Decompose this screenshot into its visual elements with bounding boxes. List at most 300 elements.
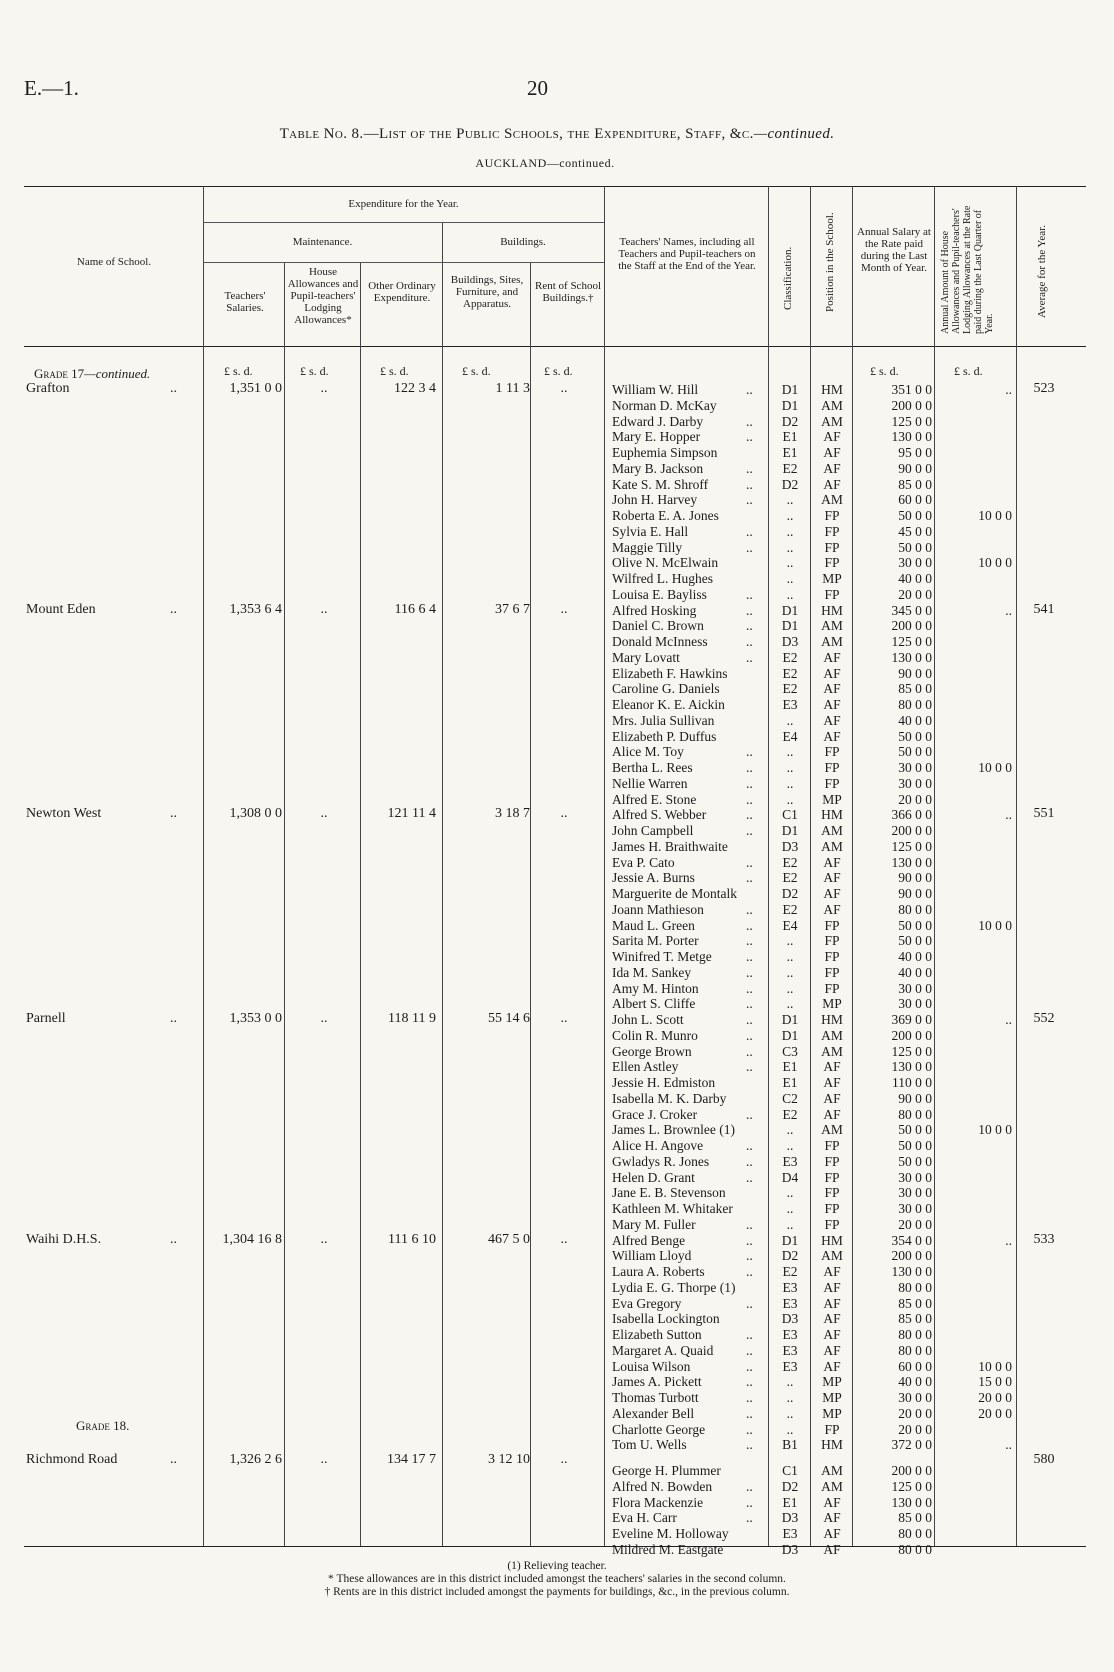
teacher-classification: .. [786,760,794,775]
school-house-allowances: .. [320,381,328,396]
unit-label: £ s. d. [380,364,409,378]
teacher-allowance: 10 0 0 [978,760,1012,775]
school-other-expenditure: 121 11 4 [387,806,436,822]
teacher-salary: 369 0 0 [891,1012,932,1027]
school-house-allowances: .. [320,1452,328,1467]
teacher-row [0,1406,1114,1421]
teacher-row [0,760,1114,775]
teacher-classification: E2 [782,1106,798,1122]
teacher-salary: 200 0 0 [891,618,932,634]
teacher-name: Isabella M. K. Darby [612,1090,727,1106]
teacher-row [0,1296,1114,1311]
leader-dots: .. [170,1011,177,1026]
teacher-classification: C3 [782,1043,798,1059]
teacher-row [0,477,1114,492]
teacher-row [0,918,1114,933]
teacher-salary: 80 0 0 [898,1327,932,1342]
teacher-name: Louisa Wilson [612,1358,691,1374]
teacher-row [0,398,1114,413]
teacher-leader-dots: .. [746,870,753,886]
teacher-salary: 125 0 0 [891,1043,932,1059]
teacher-classification: C1 [782,807,798,823]
teacher-leader-dots: .. [746,523,753,539]
teacher-classification: D1 [781,602,799,618]
teacher-row [0,1280,1114,1295]
teacher-classification: .. [786,539,794,555]
teacher-name: Caroline G. Daniels [612,681,720,697]
teacher-position: AF [823,1059,841,1075]
teacher-row [0,634,1114,649]
teacher-name: Eva H. Carr [612,1510,677,1526]
teacher-leader-dots: .. [746,1012,753,1027]
school-salaries: 1,308 0 0 [229,806,282,822]
teacher-salary: 130 0 0 [891,1264,932,1279]
teacher-row [0,1479,1114,1494]
teacher-position: AF [823,854,841,870]
teacher-position: AF [823,870,841,886]
teacher-row [0,965,1114,980]
teacher-row [0,1107,1114,1122]
teacher-name: Helen D. Grant [612,1169,695,1185]
header-average: Average for the Year. [1036,225,1048,318]
teacher-salary: 20 0 0 [898,1421,932,1437]
teacher-classification: D4 [781,1169,799,1185]
teacher-leader-dots: .. [746,413,753,429]
school-buildings: 3 12 10 [488,1452,530,1467]
teacher-name: Mary M. Fuller [612,1216,696,1232]
school-house-allowances: .. [320,1231,328,1247]
leader-dots: .. [170,1452,177,1467]
teacher-position: MP [822,1405,842,1421]
teacher-row [0,807,1114,822]
teacher-position: AF [823,460,841,476]
teacher-leader-dots: .. [746,1342,753,1358]
teacher-salary: 50 0 0 [898,917,932,933]
teacher-row [0,1495,1114,1510]
teacher-classification: .. [786,1185,794,1201]
teacher-salary: 90 0 0 [898,870,932,886]
teacher-position: FP [824,1201,840,1216]
teacher-position: AM [821,1463,843,1478]
teacher-row [0,1311,1114,1326]
header-teachers-salaries: Teachers' Salaries. [224,290,266,314]
leader-dots: .. [170,806,177,822]
teacher-position: MP [822,571,842,586]
teacher-classification: .. [786,1122,794,1138]
teacher-name: Mrs. Julia Sullivan [612,712,715,728]
teacher-row [0,1201,1114,1216]
teacher-name: Mildred M. Eastgate [612,1541,724,1557]
teacher-salary: 90 0 0 [898,460,932,476]
header-rent: Rent of School Buildings.† [535,280,601,304]
teacher-salary: 20 0 0 [898,1405,932,1421]
teacher-salary: 30 0 0 [898,996,932,1012]
teacher-salary: 125 0 0 [891,838,932,854]
header-buildings-sites: Buildings, Sites, Furniture, and Apparatus. [450,274,524,310]
teacher-classification: D1 [781,823,799,838]
teacher-row [0,839,1114,854]
teacher-leader-dots: .. [746,775,753,791]
teacher-leader-dots: .. [746,1138,753,1153]
teacher-row [0,729,1114,744]
teacher-row [0,1264,1114,1279]
school-rent: .. [560,1231,568,1247]
teacher-allowance: .. [1005,1232,1012,1248]
teacher-name: Mary E. Hopper [612,429,701,445]
teacher-name: William Lloyd [612,1248,692,1264]
teacher-leader-dots: .. [746,1421,753,1437]
teacher-leader-dots: .. [746,791,753,807]
teacher-salary: 130 0 0 [891,429,932,445]
teacher-classification: .. [786,523,794,539]
teacher-salary: 200 0 0 [891,1248,932,1264]
teacher-name: Sarita M. Porter [612,933,699,949]
school-buildings: 3 18 7 [495,806,530,822]
teacher-classification: .. [786,1390,794,1405]
teacher-classification: .. [786,791,794,807]
school-buildings: 1 11 3 [495,381,530,396]
school-name: Richmond Road [26,1452,118,1467]
school-name: Waihi D.H.S. [26,1231,102,1247]
teacher-allowance: 10 0 0 [978,1122,1012,1138]
teacher-row [0,1185,1114,1200]
teacher-allowance: .. [1005,382,1012,397]
teacher-classification: E2 [782,901,798,917]
teacher-salary: 80 0 0 [898,901,932,917]
teacher-position: AF [823,1295,841,1311]
teacher-name: Elizabeth Sutton [612,1327,702,1342]
teacher-name: Jessie A. Burns [612,870,695,886]
teacher-salary: 85 0 0 [898,1295,932,1311]
teacher-row [0,1526,1114,1541]
teacher-position: FP [824,1169,840,1185]
teacher-salary: 125 0 0 [891,413,932,429]
teacher-classification: E1 [782,429,798,445]
teacher-leader-dots: .. [746,1169,753,1185]
teacher-row [0,1138,1114,1153]
teacher-allowance: 10 0 0 [978,508,1012,523]
teacher-row [0,697,1114,712]
teacher-allowance: 20 0 0 [978,1390,1012,1405]
teacher-position: FP [824,1138,840,1153]
teacher-position: FP [824,980,840,996]
teacher-salary: 20 0 0 [898,1216,932,1232]
teacher-name: Alice H. Angove [612,1138,704,1153]
teacher-classification: B1 [782,1437,798,1453]
teacher-salary: 50 0 0 [898,539,932,555]
teacher-position: AM [821,413,843,429]
teacher-row [0,902,1114,917]
teacher-row [0,492,1114,507]
teacher-salary: 85 0 0 [898,1510,932,1526]
teacher-leader-dots: .. [746,602,753,618]
teacher-leader-dots: .. [746,933,753,949]
header-sub-rule [203,262,604,263]
teacher-position: HM [821,1437,843,1453]
teacher-salary: 30 0 0 [898,1390,932,1405]
teacher-position: AM [821,397,843,413]
teacher-name: Jessie H. Edmiston [612,1075,716,1090]
teacher-name: Alfred E. Stone [612,791,697,807]
teacher-leader-dots: .. [746,996,753,1012]
teacher-classification: E3 [782,1153,798,1169]
teacher-name: Alfred Hosking [612,602,697,618]
teacher-salary: 354 0 0 [891,1232,932,1248]
teacher-row [0,823,1114,838]
header-annual-amount: Annual Amount of House Allowances and Pupil-teachers' Lodging Allowances at the Rate paid during the Last Quarter of Year. [940,205,995,334]
teacher-name: Ellen Astley [612,1059,679,1075]
teacher-allowance: .. [1005,602,1012,618]
teacher-name: Laura A. Roberts [612,1264,705,1279]
teacher-salary: 40 0 0 [898,712,932,728]
teacher-position: FP [824,949,840,964]
teacher-name: Euphemia Simpson [612,445,718,460]
teacher-name: William W. Hill [612,382,699,397]
school-name: Newton West [26,806,102,822]
teacher-leader-dots: .. [746,901,753,917]
teacher-row [0,1359,1114,1374]
leader-dots: .. [170,1231,177,1247]
teacher-salary: 85 0 0 [898,1311,932,1327]
teacher-leader-dots: .. [746,980,753,996]
teacher-classification: C2 [782,1090,798,1106]
school-average: 523 [1033,381,1055,396]
teacher-row [0,587,1114,602]
teacher-salary: 20 0 0 [898,586,932,602]
teacher-row [0,792,1114,807]
teacher-row [0,1044,1114,1059]
teacher-row [0,933,1114,948]
teacher-name: Bertha L. Rees [612,760,693,775]
teacher-row [0,886,1114,901]
teacher-classification: .. [786,996,794,1012]
teacher-row [0,744,1114,759]
teacher-allowance: .. [1005,1012,1012,1027]
school-salaries: 1,304 16 8 [222,1231,282,1247]
teacher-position: HM [821,1012,843,1027]
teacher-allowance: 10 0 0 [978,1358,1012,1374]
page-number: 20 [527,76,548,100]
teacher-position: AF [823,1075,841,1090]
teacher-name: Louisa E. Bayliss [612,586,707,602]
teacher-salary: 90 0 0 [898,1090,932,1106]
region-heading: AUCKLAND—continued. [475,156,615,170]
school-rent: .. [560,1011,568,1026]
teacher-salary: 50 0 0 [898,508,932,523]
teacher-salary: 60 0 0 [898,492,932,508]
teacher-salary: 30 0 0 [898,775,932,791]
teacher-name: Eva P. Cato [612,854,675,870]
teacher-row [0,429,1114,444]
teacher-name: Norman D. McKay [612,397,717,413]
teacher-position: FP [824,586,840,602]
teacher-salary: 90 0 0 [898,665,932,681]
teacher-classification: E2 [782,460,798,476]
teacher-name: Margaret A. Quaid [612,1342,714,1358]
teacher-salary: 130 0 0 [891,1059,932,1075]
teacher-position: FP [824,917,840,933]
teacher-classification: D2 [781,413,799,429]
teacher-row [0,1343,1114,1358]
teacher-classification: .. [786,1405,794,1421]
teacher-classification: .. [786,744,794,760]
teacher-salary: 30 0 0 [898,760,932,775]
teacher-row [0,1233,1114,1248]
table-title [0,126,1114,143]
teacher-salary: 50 0 0 [898,1138,932,1153]
teacher-leader-dots: .. [746,823,753,838]
teacher-leader-dots: .. [746,744,753,760]
header-other-expenditure: Other Ordinary Expenditure. [368,280,436,304]
teacher-classification: E3 [782,1342,798,1358]
teacher-row [0,1028,1114,1043]
school-house-allowances: .. [320,1011,328,1026]
teacher-row [0,540,1114,555]
teacher-classification: E1 [782,1075,798,1090]
teacher-classification: .. [786,712,794,728]
teacher-row [0,666,1114,681]
teacher-salary: 90 0 0 [898,886,932,901]
teacher-leader-dots: .. [746,949,753,964]
teacher-leader-dots: .. [746,1106,753,1122]
teacher-classification: D2 [781,886,799,901]
teacher-salary: 85 0 0 [898,476,932,492]
teacher-position: AF [823,697,841,712]
teacher-classification: E2 [782,870,798,886]
teacher-salary: 30 0 0 [898,555,932,571]
teacher-position: FP [824,523,840,539]
teacher-classification: .. [786,775,794,791]
teacher-position: AF [823,886,841,901]
school-salaries: 1,326 2 6 [229,1452,282,1467]
teacher-name: Charlotte George [612,1421,706,1437]
teacher-leader-dots: .. [746,1295,753,1311]
leader-dots: .. [170,601,177,617]
school-name: Mount Eden [26,601,96,617]
teacher-position: FP [824,1185,840,1201]
teacher-position: AM [821,823,843,838]
school-buildings: 55 14 6 [488,1011,530,1026]
teacher-salary: 40 0 0 [898,964,932,980]
teacher-classification: D1 [781,382,799,397]
teacher-name: Mary Lovatt [612,649,680,665]
teacher-leader-dots: .. [746,476,753,492]
teacher-position: AF [823,712,841,728]
teacher-leader-dots: .. [746,1374,753,1390]
teacher-name: Edward J. Darby [612,413,704,429]
teacher-row [0,603,1114,618]
teacher-salary: 125 0 0 [891,634,932,649]
teacher-salary: 110 0 0 [892,1075,932,1090]
teacher-row [0,1012,1114,1027]
teacher-leader-dots: .. [746,649,753,665]
table-title-main: List of the Public Schools, the Expenditure, Staff, &c. [378,126,754,142]
unit-label: £ s. d. [870,364,899,378]
teacher-leader-dots: .. [746,1358,753,1374]
teacher-position: AF [823,429,841,445]
teacher-salary: 130 0 0 [891,1494,932,1510]
teacher-position: AM [821,1027,843,1043]
teacher-name: Winifred T. Metge [612,949,712,964]
teacher-leader-dots: .. [746,1494,753,1510]
teacher-classification: D2 [781,476,799,492]
teacher-position: FP [824,1153,840,1169]
teacher-classification: E2 [782,854,798,870]
teacher-row [0,1422,1114,1437]
teacher-salary: 50 0 0 [898,1122,932,1138]
unit-label: £ s. d. [544,364,573,378]
teacher-classification: .. [786,949,794,964]
teacher-classification: D3 [781,1311,799,1327]
teacher-row [0,1248,1114,1263]
teacher-name: Alexander Bell [612,1405,695,1421]
teacher-name: Albert S. Cliffe [612,996,696,1012]
teacher-leader-dots: .. [746,854,753,870]
teacher-classification: D2 [781,1248,799,1264]
teacher-classification: .. [786,933,794,949]
teacher-position: FP [824,1421,840,1437]
teacher-salary: 85 0 0 [898,681,932,697]
teacher-name: George H. Plummer [612,1463,721,1478]
teacher-name: Alfred S. Webber [612,807,707,823]
school-other-expenditure: 134 17 7 [387,1452,436,1467]
teacher-position: AM [821,1478,843,1494]
teacher-leader-dots: .. [746,1216,753,1232]
teacher-classification: .. [786,555,794,571]
teacher-classification: E4 [782,917,798,933]
table-title-prefix: Table No. 8.— [279,126,379,142]
footnote-relieving: (1) Relieving teacher. [507,1560,607,1572]
school-average: 541 [1033,601,1055,617]
teacher-row [0,1463,1114,1478]
school-rent: .. [560,381,568,396]
teacher-allowance: .. [1005,1437,1012,1453]
school-salaries: 1,353 6 4 [229,601,282,617]
teacher-leader-dots: .. [746,1043,753,1059]
teacher-classification: E1 [782,1494,798,1510]
school-salaries: 1,353 0 0 [229,1011,282,1026]
header-house-allowances: House Allowances and Pupil-teachers' Lodging Allowances* [287,266,359,326]
teacher-name: Jane E. B. Stevenson [612,1185,726,1201]
teacher-name: Alice M. Toy [612,744,684,760]
teacher-classification: .. [786,1421,794,1437]
teacher-salary: 80 0 0 [898,1279,932,1295]
grade-18-label: Grade 18. [76,1418,130,1433]
teacher-classification: E1 [782,445,798,460]
school-average: 552 [1033,1011,1055,1026]
teacher-position: HM [821,602,843,618]
grade-17-label: Grade 17 [34,366,85,381]
teacher-salary: 50 0 0 [898,744,932,760]
teacher-salary: 130 0 0 [891,854,932,870]
teacher-position: AF [823,1526,841,1541]
teacher-classification: .. [786,492,794,508]
page-ref: E.—1. [24,76,79,100]
teacher-position: FP [824,964,840,980]
teacher-name: Alfred Benge [612,1232,686,1248]
header-buildings: Buildings. [500,236,546,248]
teacher-position: AF [823,1106,841,1122]
teacher-leader-dots: .. [746,429,753,445]
teacher-name: Joann Mathieson [612,901,704,917]
teacher-name: Isabella Lockington [612,1311,720,1327]
teacher-row [0,650,1114,665]
teacher-salary: 200 0 0 [891,823,932,838]
teacher-name: Lydia E. G. Thorpe (1) [612,1279,736,1295]
school-other-expenditure: 118 11 9 [388,1011,436,1026]
teacher-row [0,508,1114,523]
teacher-leader-dots: .. [746,460,753,476]
